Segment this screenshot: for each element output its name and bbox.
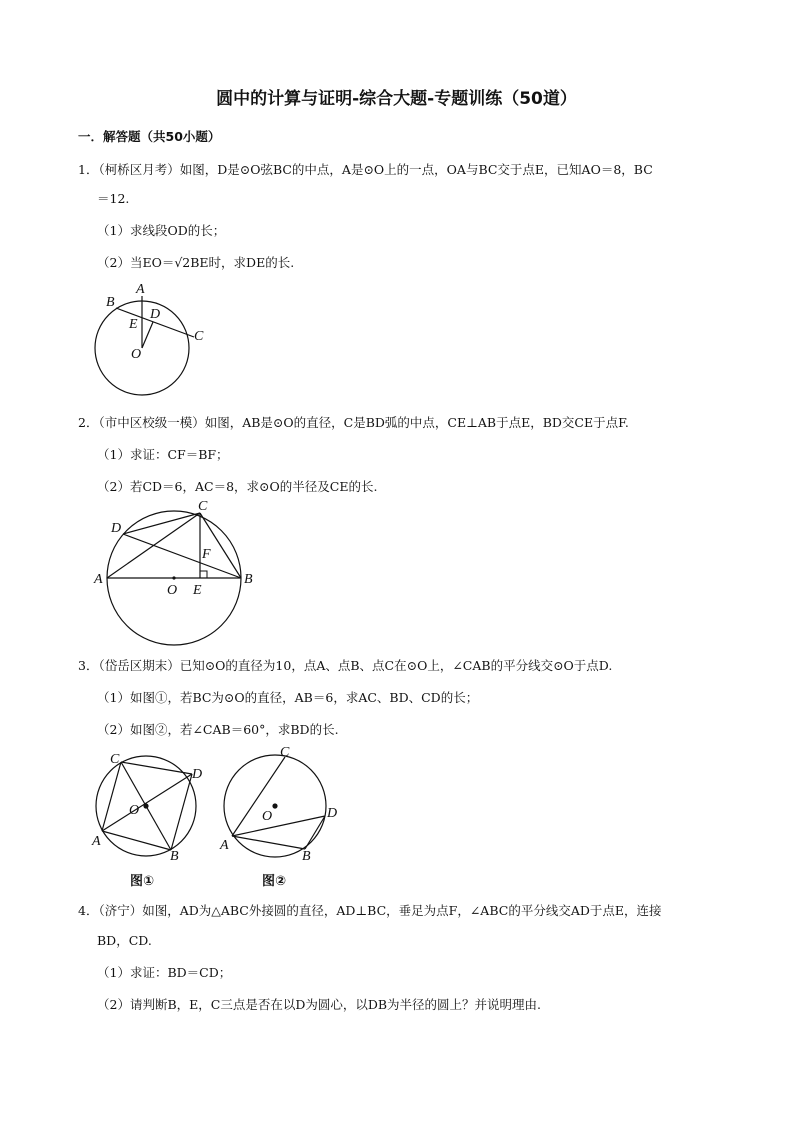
problem-2-part-1: （1）求证：CF＝BF；: [97, 447, 229, 462]
label-e: E: [129, 317, 138, 332]
figure-3-2-caption: 图②: [262, 874, 287, 889]
segment-od: [142, 322, 153, 348]
label-o: O: [262, 809, 273, 824]
label-o: O: [167, 583, 178, 598]
label-d: D: [150, 307, 161, 322]
label-d: D: [327, 806, 338, 821]
center-dot: [172, 576, 175, 579]
problem-3-part-2: （2）如图②，若∠CAB＝60°，求BD的长.: [97, 722, 339, 737]
label-b: B: [106, 295, 115, 310]
segment-ab: [102, 831, 171, 850]
label-c: C: [194, 329, 204, 344]
figure-2: [92, 498, 262, 650]
problem-2-line-1: 2．（市中区校级一模）如图，AB是⊙O的直径，C是BD弧的中点，CE⊥AB于点E，BD交CE于点F.: [78, 415, 629, 430]
figure-3-1-caption: 图①: [130, 874, 155, 889]
label-f: F: [202, 547, 211, 562]
problem-1-line-2: ＝12.: [97, 191, 130, 206]
problem-1-line-1: 1．（柯桥区月考）如图，D是⊙O弦BC的中点，A是⊙O上的一点，OA与BC交于点E，已知AO＝8，BC: [78, 162, 653, 177]
center-dot: [272, 803, 277, 808]
section-heading: 一．解答题（共50小题）: [78, 129, 221, 144]
problem-2-part-2: （2）若CD＝6，AC＝8，求⊙O的半径及CE的长.: [97, 479, 378, 494]
figure-1: [86, 278, 216, 402]
label-b: B: [244, 572, 253, 587]
problem-3-line-1: 3．（岱岳区期末）已知⊙O的直径为10，点A、点B、点C在⊙O上，∠CAB的平分线交⊙O于点D.: [78, 658, 613, 673]
label-d: D: [111, 521, 122, 536]
page-title: 圆中的计算与证明-综合大题-专题训练（50道）: [216, 89, 577, 109]
figure-3-1: [88, 748, 216, 866]
problem-4-part-2: （2）请判断B，E，C三点是否在以D为圆心，以DB为半径的圆上？并说明理由.: [97, 997, 542, 1012]
label-a: A: [94, 572, 103, 587]
problem-1-part-2: （2）当EO＝√2BE时，求DE的长.: [97, 255, 295, 270]
problem-3-part-1: （1）如图①，若BC为⊙O的直径，AB＝6，求AC、BD、CD的长；: [97, 690, 479, 705]
label-b: B: [302, 849, 311, 864]
figure-3-2: [216, 742, 346, 866]
problem-4-part-1: （1）求证：BD＝CD；: [97, 965, 232, 980]
label-c: C: [110, 752, 120, 767]
segment-db: [305, 816, 325, 849]
problem-1-part-1: （1）求线段OD的长；: [97, 223, 226, 238]
label-a: A: [136, 282, 145, 297]
segment-db: [123, 534, 241, 578]
segment-ab: [232, 836, 305, 849]
label-o: O: [131, 347, 142, 362]
label-o: O: [129, 803, 140, 818]
label-e: E: [193, 583, 202, 598]
label-b: B: [170, 849, 179, 864]
segment-cb: [200, 513, 241, 578]
label-c: C: [280, 745, 290, 760]
label-a: A: [220, 838, 229, 853]
label-a: A: [92, 834, 101, 849]
center-dot: [143, 803, 148, 808]
segment-ad: [232, 816, 325, 836]
problem-4-line-1: 4．（济宁）如图，AD为△ABC外接圆的直径，AD⊥BC，垂足为点F，∠ABC的平分线交AD于点E，连接: [78, 903, 662, 918]
right-angle-mark: [200, 571, 207, 578]
segment-cd: [121, 762, 192, 774]
problem-4-line-2: BD，CD.: [97, 933, 152, 948]
label-c: C: [198, 499, 208, 514]
label-d: D: [192, 767, 203, 782]
